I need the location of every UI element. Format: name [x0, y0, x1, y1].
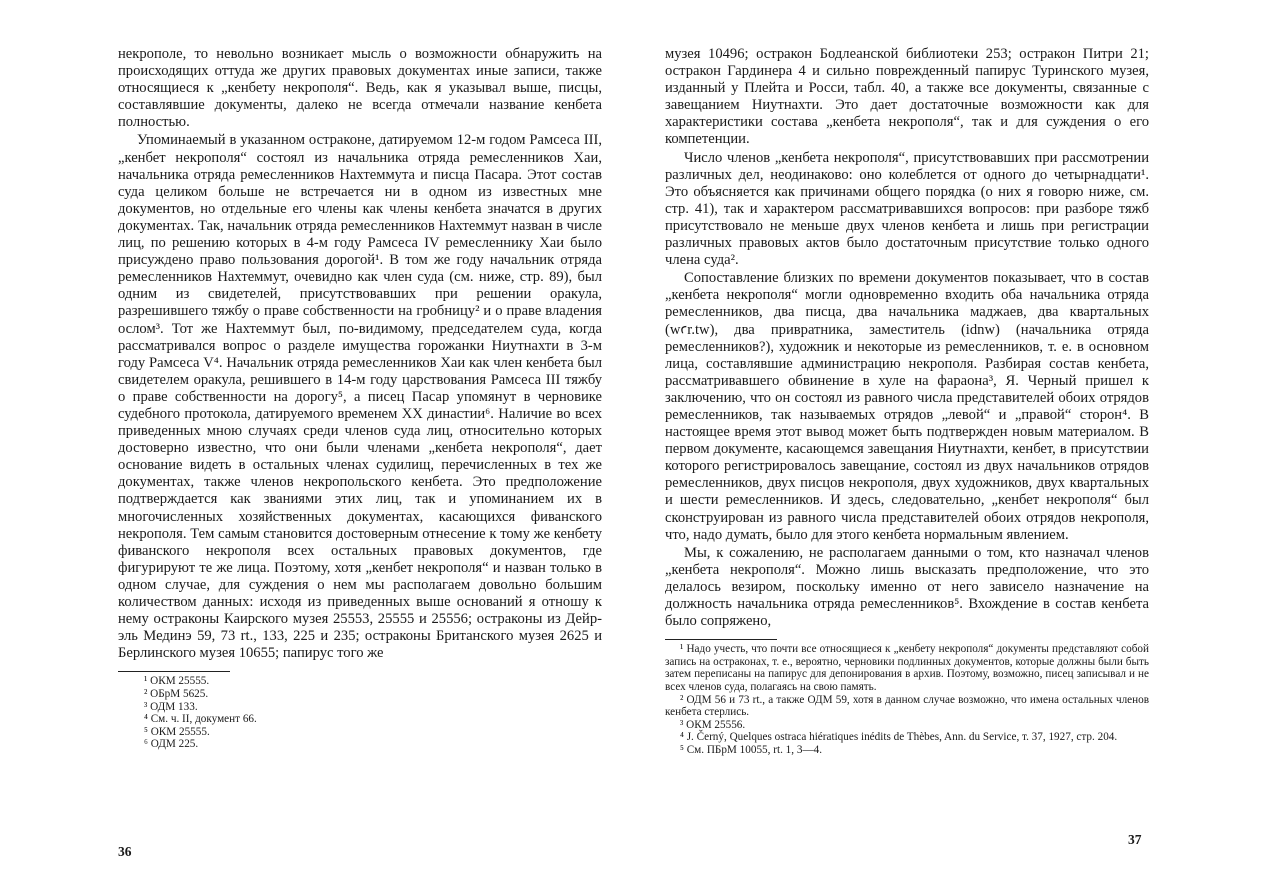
- right-paragraph-2: Число членов „кенбета некрополя“, присутствовавших при рассмотрении различных дел, неодинаково: оно колеблется от одного до четырнадцати¹. Это объясняется как причинами общего порядка (о них я говорю ниже, см. стр. 41), так и характером рассматривавшихся вопросов: при разборе тяжб присутствовало не меньше двух членов кенбета и лишь при регистрации различных правовых актов было достаточным присутствие только одного члена суда².: [665, 149, 1149, 269]
- left-page: [118, 46, 602, 751]
- left-footnote-5: ⁵ ОКМ 25555.: [144, 725, 210, 738]
- right-page: [665, 46, 1149, 757]
- left-footnote-1: ¹ ОКМ 25555.: [144, 675, 210, 688]
- left-footnote-3: ³ ОДМ 133.: [144, 700, 198, 713]
- right-footnote-rule: [665, 639, 777, 640]
- right-footnote-3: ³ ОКМ 25556.: [680, 718, 746, 731]
- left-footnote-2: ² ОБрМ 5625.: [144, 687, 209, 700]
- right-footnote-2: ² ОДМ 56 и 73 rt., а также ОДМ 59, хотя в данном случае возможно, что имена остальных членов кенбета стерлись.: [665, 693, 1149, 719]
- left-footnote-4: ⁴ См. ч. II, документ 66.: [144, 713, 257, 726]
- left-footnotes: [118, 675, 602, 751]
- page-number-right: 37: [1128, 832, 1142, 847]
- page-number-left: 36: [118, 844, 132, 859]
- left-footnote-rule: [118, 671, 230, 672]
- right-footnotes: [665, 643, 1149, 756]
- right-footnote-4: ⁴ J. Černý, Quelques ostraca hiératiques inédits de Thèbes, Ann. du Service, т. 37, 1927, стр. 204.: [680, 731, 1118, 744]
- left-paragraph-2: Упоминаемый в указанном остраконе, датируемом 12-м годом Рамсеса III, „кенбет некрополя“ состоял из начальника отряда ремесленников Хаи, начальника отряда ремесленников Нахтеммута и писца Пасара. Этот состав суда целиком больше не встречается ни в одном из известных мне документов, но отдельные его члены как члены кенбета значатся в других документах. Так, начальник отряда ремесленников Нахтеммут назван в числе лиц, по решению которых в 4-м году Рамсеса IV ремесленнику Хаи было присуждено право пользования дорогой¹. В том же году начальник отряда ремесленников Нахтеммут, очевидно как член суда (см. ниже, стр. 89), был одним из свидетелей, присутствовавших при решении оракула, разрешившего тяжбу о праве собственности на гробницу² и о праве владения ослом³. Тот же Нахтеммут был, по-видимому, председателем суда, когда рассматривался вопрос о разделе имущества горожанки Ниутнахти в 3-м году Рамсеса V⁴. Начальник отряда ремесленников Хаи как член кенбета был свидетелем оракула, решившего в 14-м году царствования Рамсеса III тяжбу о праве собственности на дорогу⁵, а писец Пасар упомянут в черновике судебного протокола, датируемого временем XX династии⁶. Наличие во всех приведенных мною случаях среди членов суда лиц, относительно которых достоверно известно, что они были членами „кенбета некрополя“, дает основание видеть в остальных членах судилищ, перечисленных в тех же документах, также членов некропольского кенбета. Это предположение подтверждается как званиями этих лиц, так и упоминанием их в многочисленных хозяйственных документах, касающихся фиванского некрополя. Тем самым становится достоверным отнесение к тому же кенбету фиванского некрополя всех остальных правовых документов, где фигурируют те же лица. Поэтому, хотя „кенбет некрополя“ и назван только в одном случае, для суждения о нем мы располагаем довольно большим количеством данных: исходя из приведенных выше оснований я отношу к нему остраконы Каирского музея 25553, 25555 и 25556; остраконы из Дейр-эль Мединэ 59, 73 rt., 133, 225 и 235; остраконы Британского музея 2625 и Берлинского музея 10655; папирус того же: [118, 132, 602, 662]
- right-paragraph-1: музея 10496; остракон Бодлеанской библиотеки 253; остракон Питри 21; остракон Гардинера 4 и сильно поврежденный папирус Туринского музея, изданный у Плейта и Росси, табл. 40, а также все документы, связанные с завещанием Ниутнахти. Это дает достаточные возможности как для характеристики состава „кенбета некрополя“, так и для суждения о его компетенции.: [665, 46, 1149, 148]
- right-footnote-5: ⁵ См. ПБрМ 10055, rt. 1, 3—4.: [680, 743, 823, 756]
- right-paragraph-4: Мы, к сожалению, не располагаем данными о том, кто назначал членов „кенбета некрополя“. Можно лишь высказать предположение, что это делалось везиром, поскольку именно от него зависело назначение на должность начальника отряда ремесленников⁵. Вхождение в состав кенбета было сопряжено,: [665, 544, 1149, 630]
- left-footnote-6: ⁶ ОДМ 225.: [144, 738, 199, 751]
- right-footnote-1: ¹ Надо учесть, что почти все относящиеся к „кенбету некрополя“ документы представляют собой запись на остраконах, т. е., вероятно, черновики подлинных документов, которые должны были быть затем переписаны на папирус для депонирования в архив. Поэтому, возможно, писец записывал и не всех членов суда, полагаясь на свою память.: [665, 643, 1149, 693]
- right-paragraph-3: Сопоставление близких по времени документов показывает, что в состав „кенбета некрополя“ могли одновременно входить оба начальника отряда ремесленников, два писца, два начальника маджаев, два квартальных (wꜥr.tw), два привратника, заместитель (idnw) (начальника отряда ремесленников?), художник и некоторые из ремесленников, т. е. в основном лица, составлявшие администрацию некрополя. Разбирая состав кенбета, рассматривавшего обвинение в хуле на фараона³, Я. Черный пришел к заключению, что он состоял из равного числа представителей обоих отрядов ремесленников, так называемых отрядов „левой“ и „правой“ сторон⁴. В настоящее время этот вывод может быть подтвержден новым материалом. В первом документе, касающемся завещания Ниутнахти, кенбет, в присутствии которого регистрировалось завещание, состоял из двух начальников отрядов ремесленников, двух писцов некрополя, двух художников, двух квартальных и шести ремесленников. И здесь, следовательно, „кенбет некрополя“ был сконструирован из равного числа представителей обоих отрядов некрополя, что, надо думать, было для этого кенбета нормальным явлением.: [665, 270, 1149, 543]
- left-paragraph-1: некрополе, то невольно возникает мысль о возможности обнаружить на происходящих оттуда же других правовых документах иные записи, также относящиеся к „кенбету некрополя“. Ведь, как я указывал выше, писцы, составлявшие документы, далеко не всегда отмечали название кенбета полностью.: [118, 46, 602, 131]
